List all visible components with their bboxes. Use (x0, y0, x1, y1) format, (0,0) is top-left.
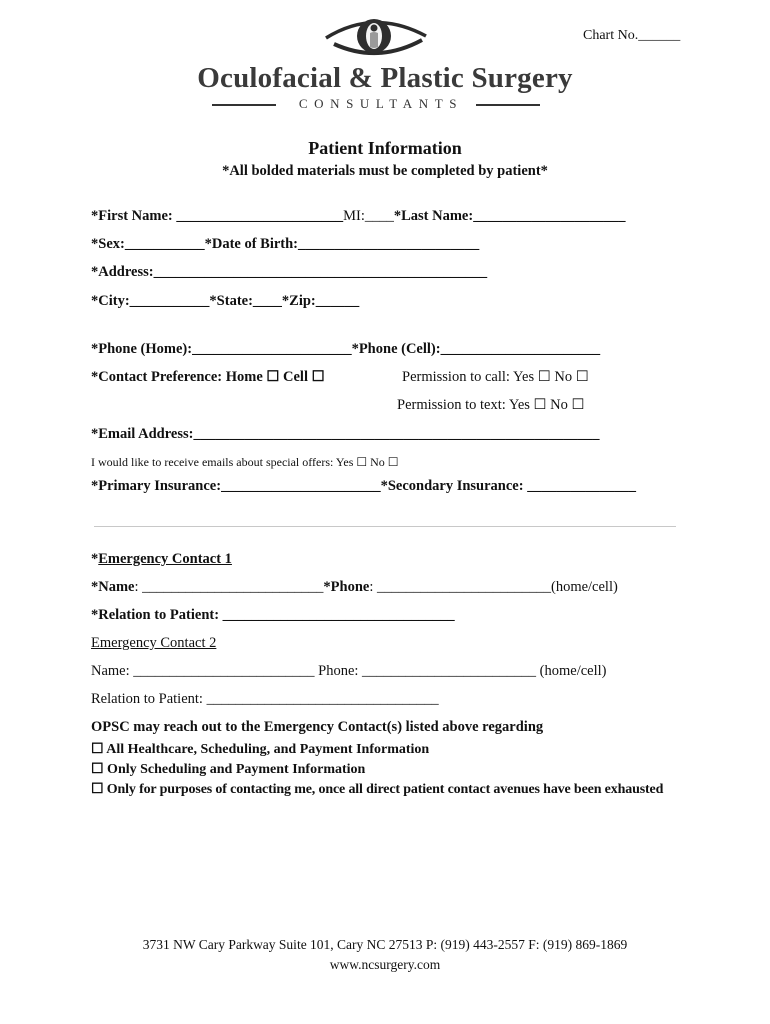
state-field[interactable]: *State:____ (209, 293, 282, 309)
primary-insurance-field[interactable]: *Primary Insurance:______________________ (91, 478, 381, 494)
chart-number-field: Chart No.______ (583, 28, 681, 43)
email-field[interactable]: *Email Address:________________________________________________________ (91, 426, 600, 442)
practice-subtitle-logo: CONSULTANTS (298, 96, 464, 111)
phone-cell-field[interactable]: *Phone (Cell):______________________ (351, 341, 601, 357)
ec2-relation-field[interactable]: Relation to Patient: ________________________________ (91, 691, 439, 707)
emergency-contact-1-heading (91, 551, 232, 568)
footer-address: 3731 NW Cary Parkway Suite 101, Cary NC 27513 P: (919) 443-2557 F: (919) 869-1869 (142, 937, 628, 952)
ec1-home-cell-label: (home/cell) (550, 579, 618, 595)
special-offers-optin[interactable]: I would like to receive emails about special offers: Yes ☐ No ☐ (91, 455, 399, 469)
required-marker: * (91, 551, 99, 567)
permission-to-call-field[interactable]: Permission to call: Yes ☐ No ☐ (402, 369, 589, 385)
address-row (91, 264, 487, 281)
zip-field[interactable]: *Zip:______ (281, 293, 360, 309)
option-scheduling-payment-checkbox[interactable]: ☐ Only Scheduling and Payment Information (91, 762, 366, 777)
phone-row (91, 341, 600, 358)
city-state-zip-row (91, 293, 359, 310)
eye-logo-icon (322, 14, 432, 67)
form-instructions: *All bolded materials must be completed by patient* (222, 163, 548, 179)
sex-dob-row (91, 236, 479, 253)
footer-website-link[interactable]: www.ncsurgery.com (329, 957, 441, 972)
form-title: Patient Information (308, 138, 462, 158)
address-field[interactable]: *Address:______________________________________________ (91, 264, 488, 280)
city-field[interactable]: *City:___________ (91, 293, 210, 309)
middle-initial-field[interactable]: MI:____ (343, 208, 394, 224)
section-divider (94, 526, 676, 527)
date-of-birth-field[interactable]: *Date of Birth:_________________________ (204, 236, 480, 252)
emergency-contact-2-heading: Emergency Contact 2 (91, 635, 217, 651)
contact-preference-field[interactable]: *Contact Preference: Home ☐ Cell ☐ (91, 369, 325, 385)
sex-field[interactable]: *Sex:___________ (91, 236, 205, 252)
ec2-name-phone-field[interactable]: Name: _________________________ Phone: ________________________ (home/cell) (91, 663, 607, 679)
name-row (91, 208, 625, 225)
practice-name-logo: Oculofacial & Plastic Surgery (197, 62, 573, 94)
ec1-name-phone-row (91, 579, 618, 596)
option-all-healthcare-checkbox[interactable]: ☐ All Healthcare, Scheduling, and Payment Information (91, 742, 430, 757)
last-name-field[interactable]: *Last Name:_____________________ (393, 208, 626, 224)
phone-home-field[interactable]: *Phone (Home):______________________ (91, 341, 352, 357)
ec1-relation-field[interactable]: *Relation to Patient: ________________________________ (91, 607, 455, 623)
emergency-reach-out-statement: OPSC may reach out to the Emergency Contact(s) listed above regarding (91, 719, 544, 735)
insurance-row (91, 478, 636, 495)
permission-to-text-field[interactable]: Permission to text: Yes ☐ No ☐ (397, 397, 585, 413)
ec1-heading-text: Emergency Contact 1 (98, 551, 232, 567)
secondary-insurance-field[interactable]: *Secondary Insurance: _______________ (380, 478, 636, 494)
ec1-name-field[interactable]: : _________________________ (134, 579, 324, 595)
ec1-name-label: *Name (91, 579, 135, 595)
option-contact-only-checkbox[interactable]: ☐ Only for purposes of contacting me, once all direct patient contact avenues have been exhausted (91, 782, 664, 797)
ec1-phone-label: *Phone (323, 579, 370, 595)
ec1-phone-field[interactable]: : ________________________ (369, 579, 551, 595)
logo-right-rule (476, 104, 540, 106)
first-name-field[interactable]: *First Name: _______________________ (91, 208, 344, 224)
